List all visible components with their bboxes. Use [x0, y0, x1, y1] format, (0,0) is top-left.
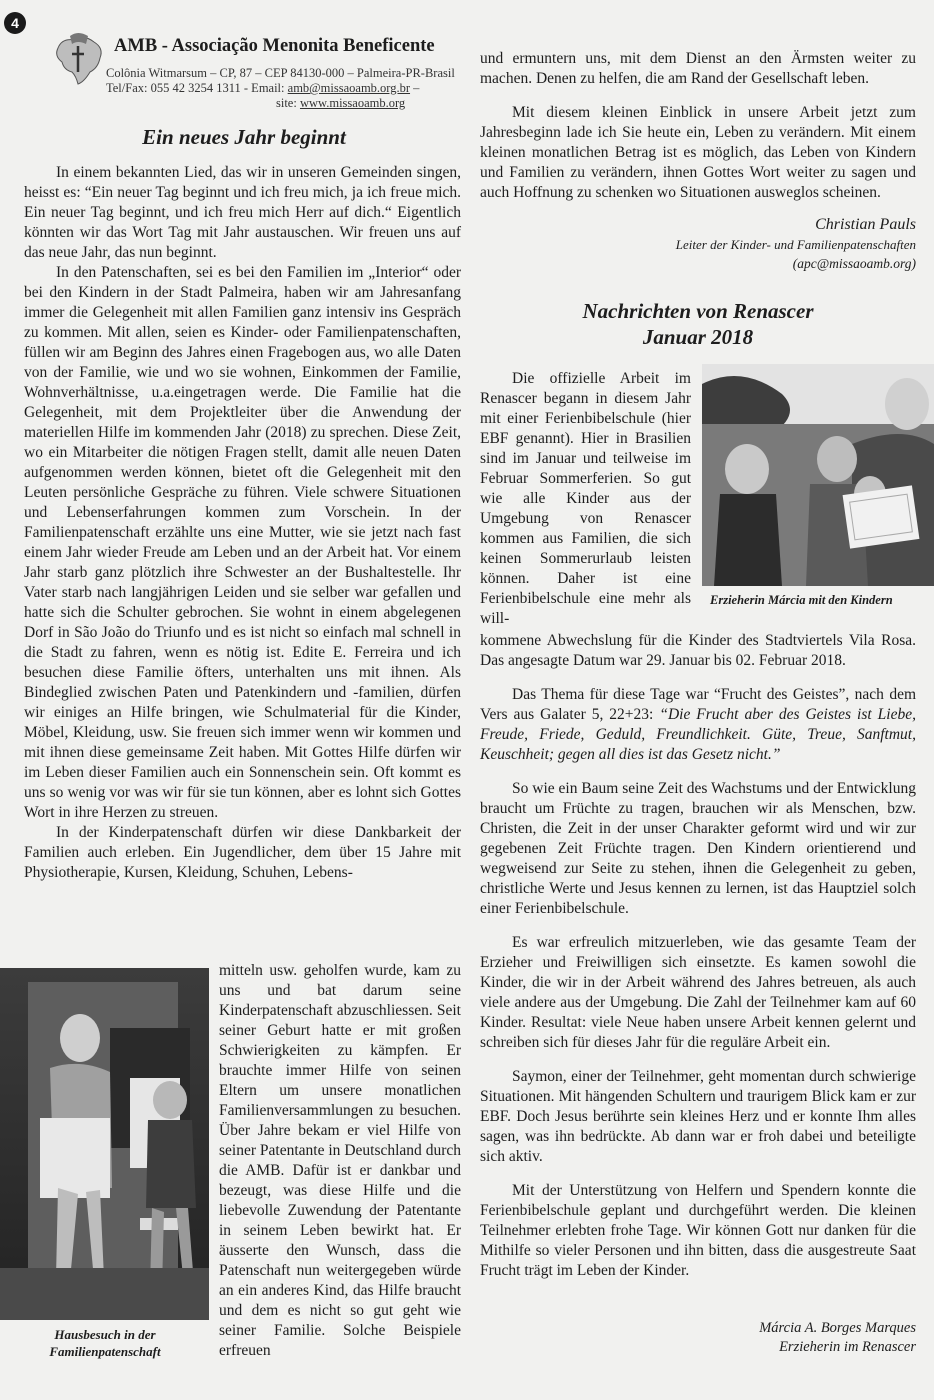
page-number: 4 — [11, 15, 19, 31]
header-contact-prefix: Tel/Fax: 055 42 3254 1311 - Email: — [106, 81, 288, 95]
article1-paragraph: In den Patenschaften, sei es bei den Familien im „Interior“ oder bei den Kindern in der Stadt Palmeira, haben wir am Jahresanfang immer die Gelegenheit mit allen Familien ganz intensiv ins Gespräch zu kommen. Mit allen, seien es Kinder- oder Familienpatenschaften, füllen wir am Beginn des Jahres einen Fragebogen aus, wo alle Daten von der Familie, wie und wo sie wohnen, Einkommen der Familie, Wohnverhältnisse, u.a.eingetragen werde. Die Familie hat die Gelegenheit, mit dem Projektleiter über die Anwendung der materiellen Hilfe im kommenden Jahr (2018) zu sprechen. Diese Zeit, wo ein Mitarbeiter die nötigen Fragen stellt, damit alle neuen Daten aufgenommen werden können, bietet oft die Gelegenheit mit den Leuten persönliche Gespräche zu führen. Viele schwere Situationen und Lebenserfahrungen kommen zum Vorschein. In der Familienpatenschaft erzählte uns eine Mutter, wie sie jetzt nach fast einem Jahr wieder Freude am Leben und an der Arbeit hat. Vor einem Jahr starb ganz plötzlich ihre Schwester an der Bushaltestelle. Ihr Vater starb nach langjährigen Leiden und sie selber war gefallen und hatte sich die Schulter gebrochen. Sie wohnt in einem abgelegenen Dorf in São João do Triunfo und es ist nicht so einfach mal schnell in die Stadt zu fahren, wenn es nötig ist. Edite E. Ferreira und ich besuchen diese Familie öfters, unterhalten uns mit ihnen. Als Bindeglied zwischen Paten und Patenkindern und -familien, dürfen wir einiges an Hilfe bringen, wie Schulmaterial für die Kinder, Möbel, Kleidung, usw. Sie freuen sich immer wenn wir kommen und mit ihnen diese gemeinsame Zeit haben. Mit Gottes Hilfe dürfen wir im Leben dieser Familien auch ein Sonnenschein sein. Oft kommt es uns so wenig vor was wir für sie tun können, aber es lohnt sich Gottes Wort in ihre Herzen zu streuen. — [24, 264, 461, 821]
article1-continuation — [480, 49, 916, 203]
article2-paragraph: Es war erfreulich mitzuerleben, wie das gesamte Team der Erzieher und Freiwilligen sich einsetzte. Es kamen sowohl die Kinder, die wir in der Arbeit während des Jahres betreuen, als auch viele andere aus der Umgebung. Die Zahl der Teilnehmer kam auf 60 Kinder. Resultat: viele Neue haben unsere Arbeit kennen gelernt und schreiben sich für dieses Jahr für die reguläre Arbeit ein. — [480, 934, 916, 1051]
header-site — [276, 96, 405, 111]
article2-wrap-text — [480, 369, 691, 629]
header-site-link[interactable]: www.missaoamb.org — [299, 96, 406, 110]
header-site-prefix: site: — [276, 96, 300, 110]
article2-theme-text: Das Thema für diese Tage war “Frucht des Geistes”, nach dem Vers aus Galater 5, 22+23: — [480, 686, 916, 723]
article2-title-line1: Nachrichten von Renascer — [582, 299, 814, 323]
article2-paragraph: kommene Abwechslung für die Kinder des Stadtviertels Vila Rosa. Das angesagte Datum war 29. Januar bis 02. Februar 2018. — [480, 632, 916, 669]
article1-author-role: Leiter der Kinder- und Familienpatenschaften — [675, 237, 916, 252]
article2-title-line2: Januar 2018 — [642, 325, 754, 349]
article1-paragraph: In der Kinderpatenschaft dürfen wir diese Dankbarkeit der Familien auch erleben. Ein Jugendlicher, dem über 15 Jahre mit Physiotherapie, Kursen, Kleidung, Schuhen, Lebens- — [24, 824, 461, 881]
article2-paragraph: Die offizielle Arbeit im Renascer begann in diesem Jahr mit einer Ferienbibelschule (hier EBF genannt). Hier in Brasilien sind im Januar und teilweise im Februar Sommerferien. So gut wie alle Kinder aus der Umgebung von Renascer kommen aus Familien, die sich keinen Sommerurlaub leisten können. Daher ist eine Ferienbibelschule eine mehr als will- — [480, 370, 691, 627]
article1-author: Christian Pauls — [815, 216, 916, 233]
header-org-name: AMB - Associação Menonita Beneficente — [114, 36, 435, 56]
article1-wrap-text — [219, 961, 461, 1361]
article2-paragraph — [480, 685, 916, 765]
article2-paragraph: So wie ein Baum seine Zeit des Wachstums und der Entwicklung braucht um Früchte zu tragen, brauchen wir als Menschen, bzw. Christen, die Zeit in der unser Charakter geformt wird und wir zur gegebenen Zeit Früchte tragen. Den Kindern orientierend und wegweisend zur Seite zu stehen, ihnen die Gelegenheit zu geben, christliche Werte und Jesus kennen zu lernen, ist das Hauptziel solch einer Ferienbibelschule. — [480, 780, 916, 917]
header-address: Colônia Witmarsum – CP, 87 – CEP 84130-000 – Palmeira-PR-Brasil — [106, 66, 455, 80]
article1-author-email: (apc@missaoamb.org) — [792, 256, 916, 271]
article2-paragraph: Saymon, einer der Teilnehmer, geht momentan durch schwierige Situationen. Mit hängenden Schultern und traurigem Blick kam er zur EBF. Doch Jesus berührte sein kleines Herz und er konnte Ihm alles sagen, was ihn bedrückte. Ab dann war er froh dabei und beteiligte sich aktiv. — [480, 1068, 916, 1165]
educator-with-children-photo — [702, 364, 934, 586]
article2-author: Márcia A. Borges Marques — [759, 1320, 916, 1336]
home-visit-photo — [0, 968, 209, 1320]
header-email-link[interactable]: amb@missaoamb.org.br — [287, 81, 411, 95]
article2-paragraph: Mit der Unterstützung von Helfern und Spendern konnte die Ferienbibelschule geplant und durchgeführt werden. Die kleinen Teilnehmer erlebten frohe Tage. Wir können Gott nur danken für die Mithilfe so vieler Personen und ihn bitten, dass die ausgestreute Saat Frucht trägt im Leben der Kinder. — [480, 1182, 916, 1279]
article2-body — [480, 631, 916, 1281]
brazil-map-logo-icon — [48, 28, 108, 88]
article1-title: Ein neues Jahr beginnt — [142, 125, 346, 149]
article1-paragraph: Mit diesem kleinen Einblick in unsere Arbeit jetzt zum Jahresbeginn lade ich Sie heute ein, Leben zu verändern. Mit einem kleinen monatlichen Betrag ist es möglich, das Leben von Kindern und Familien zu verändern, ihnen Gottes Wort weiter zu sagen und auch Hoffnung zu schenken wo Situationen ausweglos scheinen. — [480, 104, 916, 201]
educator-photo-caption: Erzieherin Márcia mit den Kindern — [710, 593, 893, 607]
page-number-badge — [4, 12, 26, 34]
bible-verse-quote: “Die Frucht aber des Geistes ist Liebe, Freude, Friede, Geduld, Freundlichkeit. Güte, Treue, Sanftmut, Keuschheit; gegen all dies ist das Gesetz nicht.” — [480, 706, 916, 763]
article1-paragraph: In einem bekannten Lied, das wir in unseren Gemeinden singen, heisst es: “Ein neuer Tag beginnt und ich freu mich, ja ich freue mich. Ein neuer Tag beginnt, und ich freu mich Herr auf dich.“ Eigentlich könnten wir das Wort Tag mit Jahr austauschen. Wir freuen uns auf das neue Jahr, das nun beginnt. — [24, 164, 461, 261]
article2-title — [480, 298, 916, 350]
header-contact — [106, 81, 419, 96]
home-visit-photo-caption: Hausbesuch in der Familienpatenschaft — [49, 1327, 161, 1359]
header-contact-suffix: – — [410, 81, 420, 95]
article2-author-role: Erzieherin im Renascer — [779, 1339, 916, 1355]
article1-body — [24, 163, 461, 883]
amb-logo — [48, 28, 108, 88]
article1-paragraph: und ermuntern uns, mit dem Dienst an den Ärmsten weiter zu machen. Denen zu helfen, die am Rand der Gesellschaft leben. — [480, 50, 916, 87]
article1-paragraph: mitteln usw. geholfen wurde, kam zu uns und bat darum seine Kinderpatenschaft abzuschliessen. Seit seiner Geburt hatte er mit großen Schwierigkeiten zu kämpfen. Er brauchte immer Hilfe von seinen Eltern um unsere monatlichen Familienversammlungen zu besuchen. Über Jahre bekam er viel Hilfe von seiner Patentante in Deutschland durch die AMB. Dafür ist er dankbar und bezeugt, was diese Hilfe und die liebevolle Zuwendung der Patentante in seinem Leben bewirkt hat. Er äusserte den Wunsch, dass die Patenschaft nun weitergegeben würde an ein anderes Kind, das Hilfe braucht und dem es nicht so gut geht wie seiner Familie. Solche Beispiele erfreuen — [219, 962, 461, 1359]
